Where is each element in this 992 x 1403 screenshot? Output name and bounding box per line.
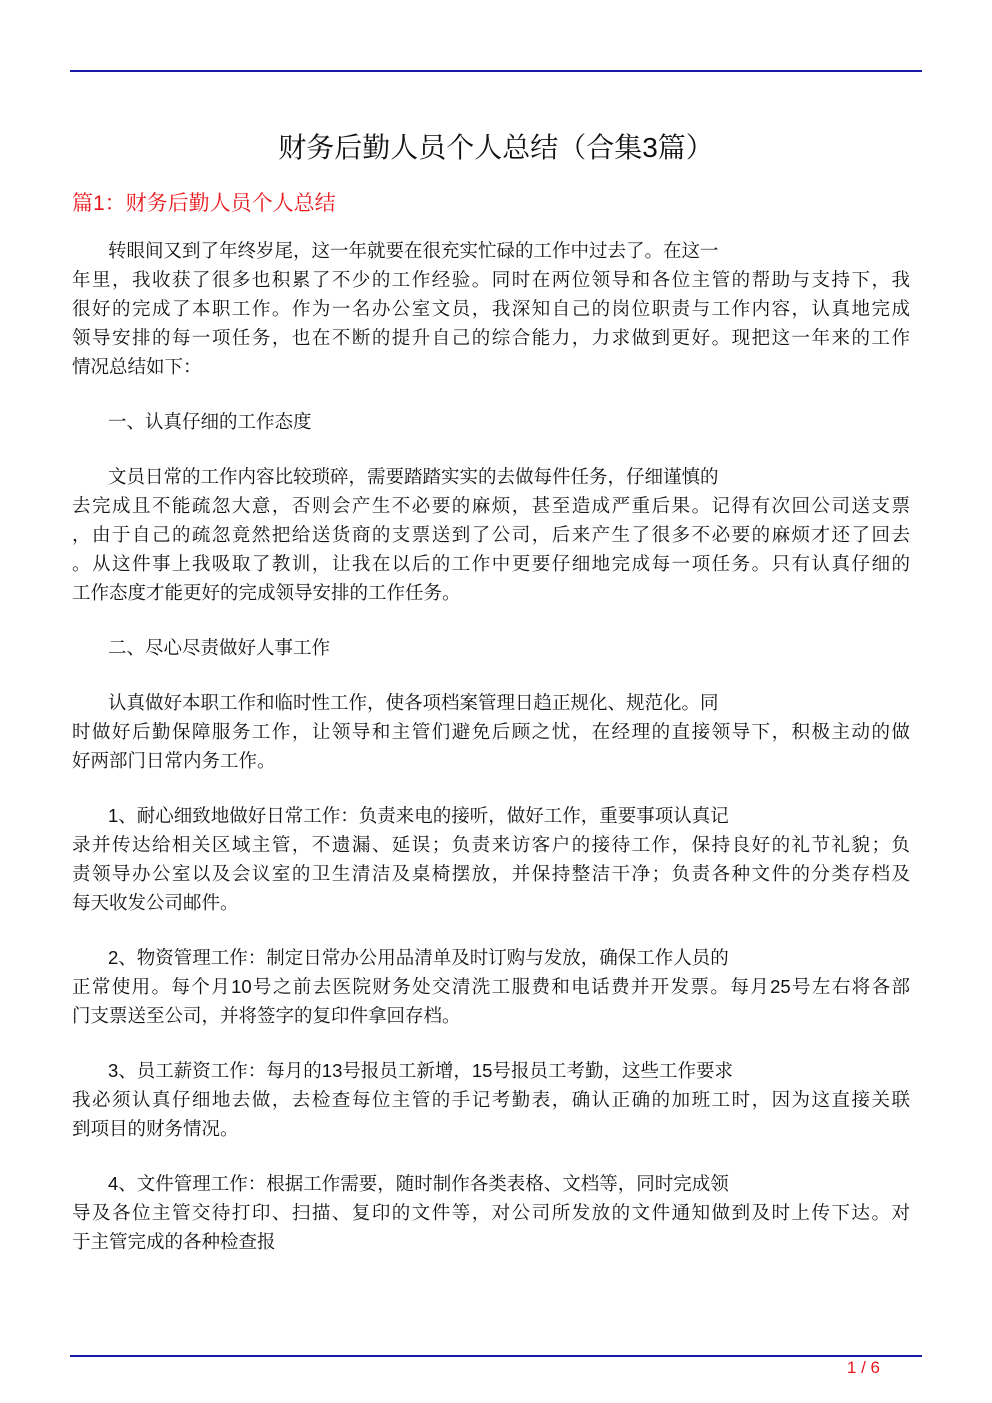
text-line: 文员日常的工作内容比较琐碎，需要踏踏实实的去做每件任务，仔细谨慎的 [108,466,719,487]
text-line: 。从这件事上我吸取了教训，让我在以后的工作中更要仔细地完成每一项任务。只有认真仔细的 [72,553,910,574]
paragraph [72,462,910,607]
paragraph [72,1169,910,1256]
paragraph [72,688,910,775]
paragraph [72,801,910,917]
text-line: ，由于自己的疏忽竟然把给送货商的支票送到了公司，后来产生了很多不必要的麻烦才还了回去 [72,524,910,545]
text-line: 我必须认真仔细地去做，去检查每位主管的手记考勤表，确认正确的加班工时，因为这直接关联 [72,1089,910,1110]
text-line: 到项目的财务情况。 [72,1118,239,1139]
subheading [72,407,910,436]
text-line: 工作态度才能更好的完成领导安排的工作任务。 [72,582,461,603]
document-title: 财务后勤人员个人总结（合集3篇） [278,132,714,163]
page-number: 1 / 6 [846,1358,880,1377]
paragraph [72,943,910,1030]
text-line: 转眼间又到了年终岁尾，这一年就要在很充实忙碌的工作中过去了。在这一 [108,240,719,261]
text-line: 每天收发公司邮件。 [72,892,239,913]
text-line: 去完成且不能疏忽大意，否则会产生不必要的麻烦，甚至造成严重后果。记得有次回公司送支票 [72,495,910,516]
text-line: 责领导办公室以及会议室的卫生清洁及桌椅摆放，并保持整洁干净；负责各种文件的分类存档及 [72,863,910,884]
document-body [72,236,910,1282]
text-line: 领导安排的每一项任务，也在不断的提升自己的综合能力，力求做到更好。现把这一年来的工作 [72,327,910,348]
text-line: 认真做好本职工作和临时性工作，使各项档案管理日趋正规化、规范化。同 [108,692,719,713]
paragraph [72,1056,910,1143]
text-line: 情况总结如下： [72,356,202,377]
text-line: 2、物资管理工作：制定日常办公用品清单及时订购与发放，确保工作人员的 [108,947,729,968]
text-line: 年里，我收获了很多也积累了不少的工作经验。同时在两位领导和各位主管的帮助与支持下，我 [72,269,910,290]
text-line: 录并传达给相关区域主管，不遗漏、延误；负责来访客户的接待工作，保持良好的礼节礼貌；负 [72,834,910,855]
text-line: 好两部门日常内务工作。 [72,750,276,771]
section-heading: 篇1：财务后勤人员个人总结 [72,192,336,215]
text-line: 1、耐心细致地做好日常工作：负责来电的接听，做好工作，重要事项认真记 [108,805,729,826]
subheading [72,633,910,662]
text-line: 导及各位主管交待打印、扫描、复印的文件等，对公司所发放的文件通知做到及时上传下达。对 [72,1202,910,1223]
text-line: 4、文件管理工作：根据工作需要，随时制作各类表格、文档等，同时完成领 [108,1173,729,1194]
text-line: 时做好后勤保障服务工作，让领导和主管们避免后顾之忧，在经理的直接领导下，积极主动的做 [72,721,910,742]
text-line: 很好的完成了本职工作。作为一名办公室文员，我深知自己的岗位职责与工作内容，认真地完成 [72,298,910,319]
text-line: 二、尽心尽责做好人事工作 [108,637,331,658]
paragraph [72,236,910,381]
text-line: 正常使用。每个月10号之前去医院财务处交清洗工服费和电话费并开发票。每月25号左右将各部 [72,976,910,997]
text-line: 3、员工薪资工作：每月的13号报员工新增，15号报员工考勤，这些工作要求 [108,1060,733,1081]
text-line: 一、认真仔细的工作态度 [108,411,312,432]
footer-rule [70,1355,922,1357]
header-rule [70,70,922,72]
text-line: 于主管完成的各种检查报 [72,1231,276,1252]
text-line: 门支票送至公司，并将签字的复印件拿回存档。 [72,1005,461,1026]
